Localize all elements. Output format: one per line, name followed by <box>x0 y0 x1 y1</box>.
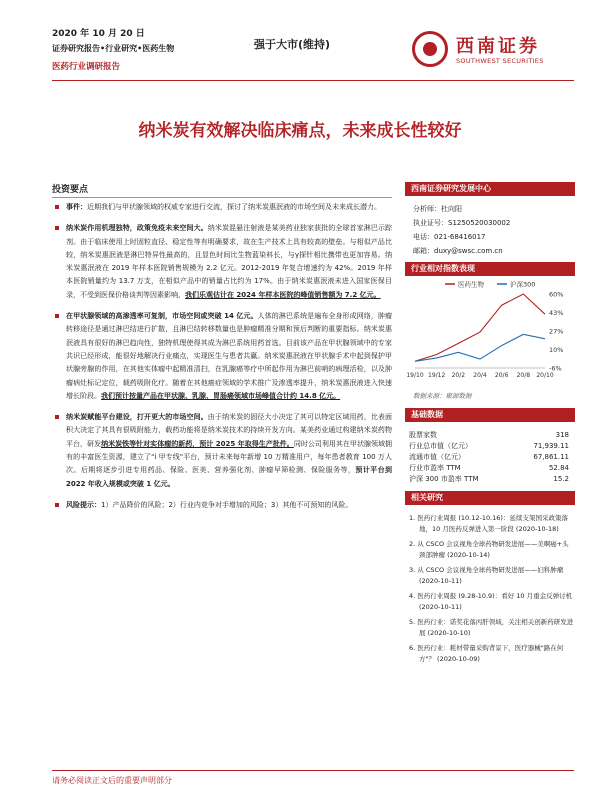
para-lead: 事件： <box>66 203 87 211</box>
series-line-0 <box>415 294 545 361</box>
summary-heading: 投资要点 <box>52 185 89 195</box>
stats-value: 318 <box>555 431 569 439</box>
related-item[interactable]: 6. 医药行业：耗材带量采购背景下，医疗器械"路在何方"？ (2020-10-09) <box>409 644 564 663</box>
x-tick-label: 20/10 <box>536 372 554 379</box>
y-tick-label: 10% <box>549 346 564 354</box>
related-item[interactable]: 1. 医药行业周报 (10.12-10.16)：延续支架国采政策落地，10 月医药反弹进入第一阶段 (2020-10-18) <box>409 514 568 533</box>
analyst-phone-label: 电话： <box>413 233 434 241</box>
summary-paragraph-event <box>52 201 392 214</box>
rating: 强于大市(维持) <box>254 38 331 51</box>
stats-value: 52.84 <box>548 464 569 472</box>
related-item[interactable]: 5. 医药行业：诺奖花落丙肝领域，关注相关创新药研发进展 (2020-10-10) <box>409 618 574 637</box>
para-text: 同时公司利用其在甲状腺领域拥有的丰富医生资源，建立了"i 甲专线"平台，预计未来每年新增 10 万精准用户，每年患者教育 100 万人次。后期将逐步引进专用药品、保险、医美、营养强化剂、肿瘤早筛检测、保险服务等， <box>66 439 393 475</box>
header-divider <box>52 80 574 81</box>
para-highlight: 预计平台到 2022 年收入规模或突破 1 亿元。 <box>66 466 393 488</box>
analyst-info <box>405 196 575 262</box>
stats-table <box>405 422 575 491</box>
para-highlight: 我们乐观估计在 2024 年样本医院的峰值销售额为 7.2 亿元。 <box>185 290 381 299</box>
relative-index-chart <box>405 276 575 388</box>
y-tick-label: 60% <box>549 290 564 299</box>
analyst-name: 杜向阳 <box>441 205 462 213</box>
para-text: 纳米炭混悬注射液是某美药业独家获批的全球首家淋巴示踪剂。由于临床使用上时固粒直径、稳定性等有明确要求，故在生产技术上具有较高的壁垒。与相似产品比较，纳米炭惠泯液是淋巴特异性最高的，且显色时间比生物蓝染料长，与γ探针相比携带也更加容易。纳米炭惠泯液在 2019 年样本医院销售规模为 2.2 亿元。2012-2019 年复合增速约为 42%。2019 年样本医院销量约为 13.7 万支，在相似产品中的销量占比约为 17%。由于纳米炭惠泯液未进入国家医保目录，不受到医保价格谈判等因素影响， <box>66 224 393 299</box>
logo-en-text: SOUTHWEST SECURITIES <box>456 57 544 65</box>
y-tick-label: 43% <box>549 309 564 317</box>
report-title: 纳米炭有效解决临床痛点，未来成长性较好 <box>138 121 462 141</box>
report-category: 医药行业调研报告 <box>52 62 121 72</box>
stats-value: 15.2 <box>553 475 569 483</box>
x-tick-label: 19/10 <box>406 372 424 379</box>
stats-label: 股票家数 <box>409 431 437 439</box>
related-item[interactable]: 3. 从 CSCO 会议视角全球药物研发进展——妇科肿瘤 (2020-10-11) <box>409 566 564 585</box>
para-lead: 纳米炭作用机理独特，政策免疫未来空间大。 <box>66 224 208 233</box>
related-list <box>405 505 575 665</box>
para-text: 近期我们与甲状腺领域的权威专家进行交流，探讨了纳米炭惠泯液的市场空间及未来成长潜力。 <box>87 203 381 211</box>
para-lead: 纳米炭赋能平台建设，打开更大的市场空间。 <box>66 413 208 422</box>
series-line-1 <box>415 334 545 361</box>
analyst-email[interactable]: duxy@swsc.com.cn <box>434 247 503 255</box>
para-text: 由于纳米炭的固径大小决定了其可以特定区域用药，比表面积大决定了其具有很吸附能力，载药功能将是纳米炭技术的持续开发方向。某美药业通过构建纳米炭药物平台，研发 <box>66 413 393 448</box>
x-tick-label: 20/8 <box>516 372 531 379</box>
company-logo <box>404 24 574 78</box>
x-tick-label: 20/2 <box>451 372 466 379</box>
related-item[interactable]: 2. 从 CSCO 会议视角全球药物研发进展——美啊癌+头颈部肿瘤 (2020-10-14) <box>409 540 569 559</box>
para-highlight: 纳米炭铁等针对实体瘤的新药，预计 2025 年取得生产批件。 <box>101 439 294 448</box>
summary-rule <box>52 197 392 198</box>
footer-disclaimer: 请务必阅读正文后的重要声明部分 <box>52 776 172 785</box>
stats-label: 行业市盈率 TTM <box>409 464 461 472</box>
logo-emblem-icon <box>412 31 448 67</box>
y-tick-label: -6% <box>549 364 562 373</box>
legend-label-1: 沪深300 <box>510 280 536 289</box>
related-heading: 相关研究 <box>405 491 575 505</box>
stats-row <box>409 430 575 441</box>
footer-divider <box>52 770 574 771</box>
chart-source: 数据来源：聚源数据 <box>413 392 472 400</box>
para-lead: 在甲状腺领域的高渗透率可复制，市场空间或突破 14 亿元。 <box>66 312 258 321</box>
y-tick-label: 27% <box>549 327 564 336</box>
x-tick-label: 20/6 <box>494 372 509 379</box>
analyst-phone: 021-68416017 <box>434 233 486 241</box>
logo-cn-text: 西南证券 <box>456 36 540 57</box>
stats-heading: 基础数据 <box>405 408 575 422</box>
summary-column <box>52 182 392 512</box>
stats-row <box>409 463 575 474</box>
analyst-license-label: 执业证号： <box>413 219 448 227</box>
analyst-email-label: 邮箱： <box>413 247 434 255</box>
analyst-license: S1250520030002 <box>448 219 511 227</box>
legend-label-0: 医药生物 <box>458 280 484 289</box>
para-lead: 风险提示： <box>66 500 101 509</box>
summary-paragraph-mechanism <box>52 222 392 302</box>
summary-paragraph-thyroid <box>52 310 392 403</box>
report-subtitle: 证券研究报告•行业研究•医药生物 <box>52 44 175 53</box>
analyst-heading: 西南证券研究发展中心 <box>405 182 575 196</box>
analyst-name-label: 分析师： <box>413 205 441 213</box>
stats-label: 行业总市值（亿元） <box>409 442 472 450</box>
stats-value: 67,861.11 <box>533 453 569 461</box>
stats-label: 流通市值（亿元） <box>409 453 465 461</box>
summary-paragraph-platform <box>52 411 392 491</box>
stats-label: 沪深 300 市盈率 TTM <box>409 475 479 483</box>
report-date: 2020 年 10 月 20 日 <box>52 29 145 39</box>
stats-row <box>409 452 575 463</box>
x-tick-label: 20/4 <box>473 372 487 379</box>
para-text: 人体的淋巴系统是遍布全身形成网络，肿瘤转移途径是通过淋巴结进行扩散，且淋巴结转移数量也是肿瘤精准分期和预后判断的重要指标。纳米炭惠泯液具有很好的淋巴趋向性，独特机理使得其成为淋巴系统用药首选。目前该产品在甲状腺领域中的专家共识已经形成，能很好地解决行业痛点，实现医生与患者共赢。纳米炭惠泯液在甲状腺手术中起到保护甲状腺旁腺的作用，在其他实体瘤中起精准清扫，在乳腺癌等疗中所起作用为淋巴前哨的病理活检，以及肿瘤病灶标记定位，载药吸附化疗。随着在其他癌症领域的学术推广及渗透率提升，纳米炭惠泯液进入快速增长阶段。 <box>66 312 392 400</box>
chart-heading: 行业相对指数表现 <box>405 262 575 276</box>
stats-value: 71,939.11 <box>533 442 569 450</box>
stats-row <box>409 474 575 485</box>
sidebar-column <box>405 182 575 669</box>
summary-paragraph-risk <box>52 499 392 512</box>
related-item[interactable]: 4. 医药行业周报 (9.28-10.9)：看好 10 月重金反弹讨机 (2020-10-11) <box>409 592 573 611</box>
para-text: 1）产品降价的风险；2）行业内竞争对手增加的风险；3）其他不可预知的风险。 <box>101 500 353 509</box>
para-highlight: 我们预计按量产品在甲状腺、乳腺、胃肠癌领域市场峰值合计约 14.8 亿元。 <box>101 391 341 400</box>
stats-row <box>409 441 575 452</box>
x-tick-label: 19/12 <box>428 372 446 379</box>
chart-svg <box>405 276 575 388</box>
